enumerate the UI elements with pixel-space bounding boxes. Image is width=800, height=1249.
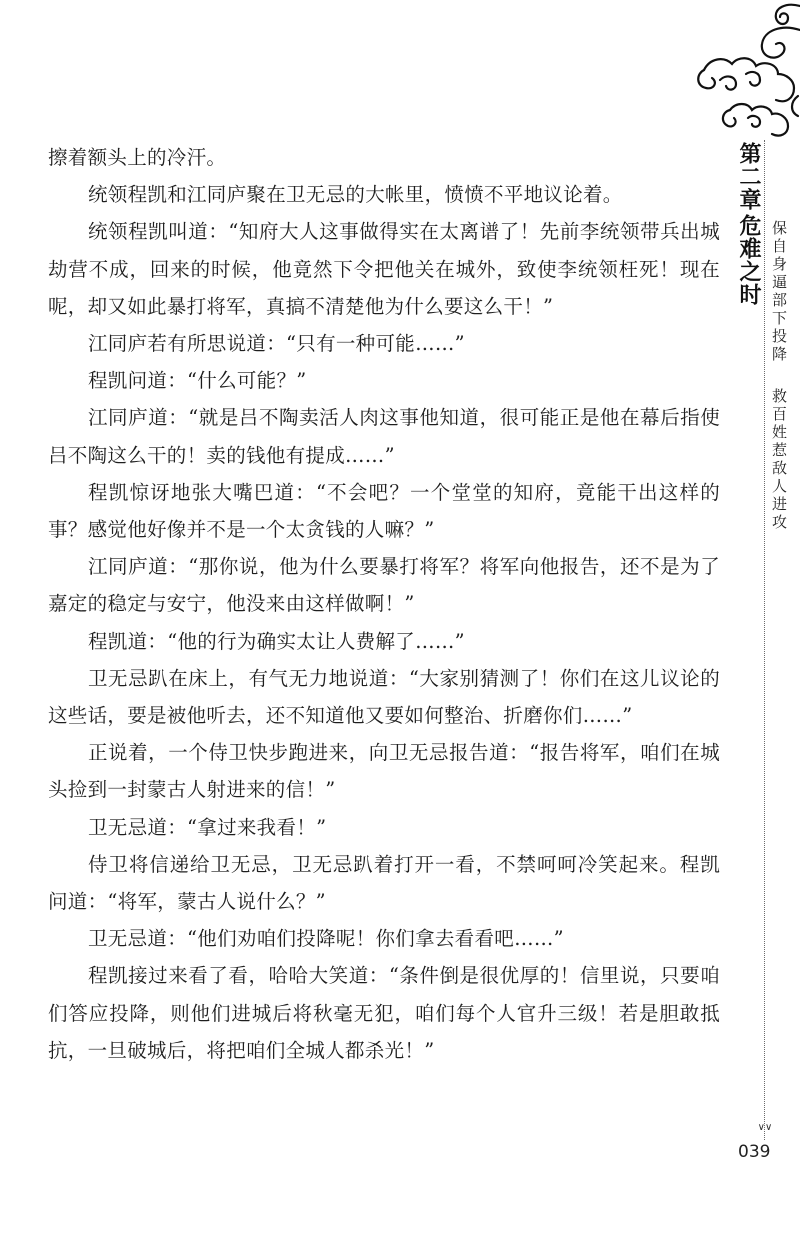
paragraph: 卫无忌趴在床上，有气无力地说道：“大家别猜测了！你们在这儿议论的这些话，要是被他听去，还不知道他又要如何整治、折磨你们……” — [48, 666, 720, 728]
cloud-ornament-icon — [690, 0, 800, 140]
paragraph: 统领程凯和江同庐聚在卫无忌的大帐里，愤愤不平地议论着。 — [88, 183, 623, 207]
down-arrow-icon: ∨∨ — [757, 1122, 773, 1133]
paragraph: 侍卫将信递给卫无忌，卫无忌趴着打开一看，不禁呵呵冷笑起来。程凯问道：“将军，蒙古人说什么？” — [48, 852, 720, 914]
paragraph: 卫无忌道：“拿过来我看！” — [88, 815, 327, 839]
paragraph: 程凯问道：“什么可能？” — [88, 369, 307, 393]
chapter-title: 危难之时 — [736, 214, 762, 307]
paragraph: 江同庐若有所思说道：“只有一种可能……” — [88, 332, 465, 356]
paragraph: 程凯惊讶地张大嘴巴道：“不会吧？一个堂堂的知府，竟能干出这样的事？感觉他好像并不是一个太贪钱的人嘛？” — [48, 480, 720, 542]
chapter-subtitle-2: 救百姓惹敌人进攻 — [770, 388, 788, 532]
paragraph: 擦着额头上的冷汗。 — [48, 146, 227, 169]
body-text — [48, 139, 720, 1069]
paragraph: 统领程凯叫道：“知府大人这事做得实在太离谱了！先前李统领带兵出城劫营不成，回来的时候，他竟然下令把他关在城外，致使李统领枉死！现在呢，却又如此暴打将军，真搞不清楚他为什么要这么干！” — [48, 220, 720, 318]
chapter-subtitle-1: 保自身逼部下投降 — [770, 220, 788, 364]
paragraph: 正说着，一个侍卫快步跑进来，向卫无忌报告道：“报告将军，咱们在城头捡到一封蒙古人射进来的信！” — [48, 741, 720, 802]
paragraph: 卫无忌道：“他们劝咱们投降呢！你们拿去看看吧……” — [88, 927, 564, 951]
paragraph: 程凯接过来看了看，哈哈大笑道：“条件倒是很优厚的！信里说，只要咱们答应投降，则他们进城后将秋毫无犯，咱们每个人官升三级！若是胆敢抵抗，一旦破城后，将把咱们全城人都杀光！” — [48, 964, 720, 1062]
paragraph: 江同庐道：“就是吕不陶卖活人肉这事他知道，很可能正是他在幕后指使吕不陶这么干的！卖的钱他有提成……” — [48, 406, 720, 467]
chapter-number: 第二章 — [736, 142, 762, 211]
paragraph: 江同庐道：“那你说，他为什么要暴打将军？将军向他报告，还不是为了嘉定的稳定与安宁，他没来由这样做啊！” — [48, 555, 720, 616]
page-number: 039 — [738, 1142, 771, 1162]
paragraph: 程凯道：“他的行为确实太让人费解了……” — [88, 629, 465, 653]
margin-dotted-rule — [764, 140, 765, 1140]
chapter-heading — [734, 142, 764, 306]
